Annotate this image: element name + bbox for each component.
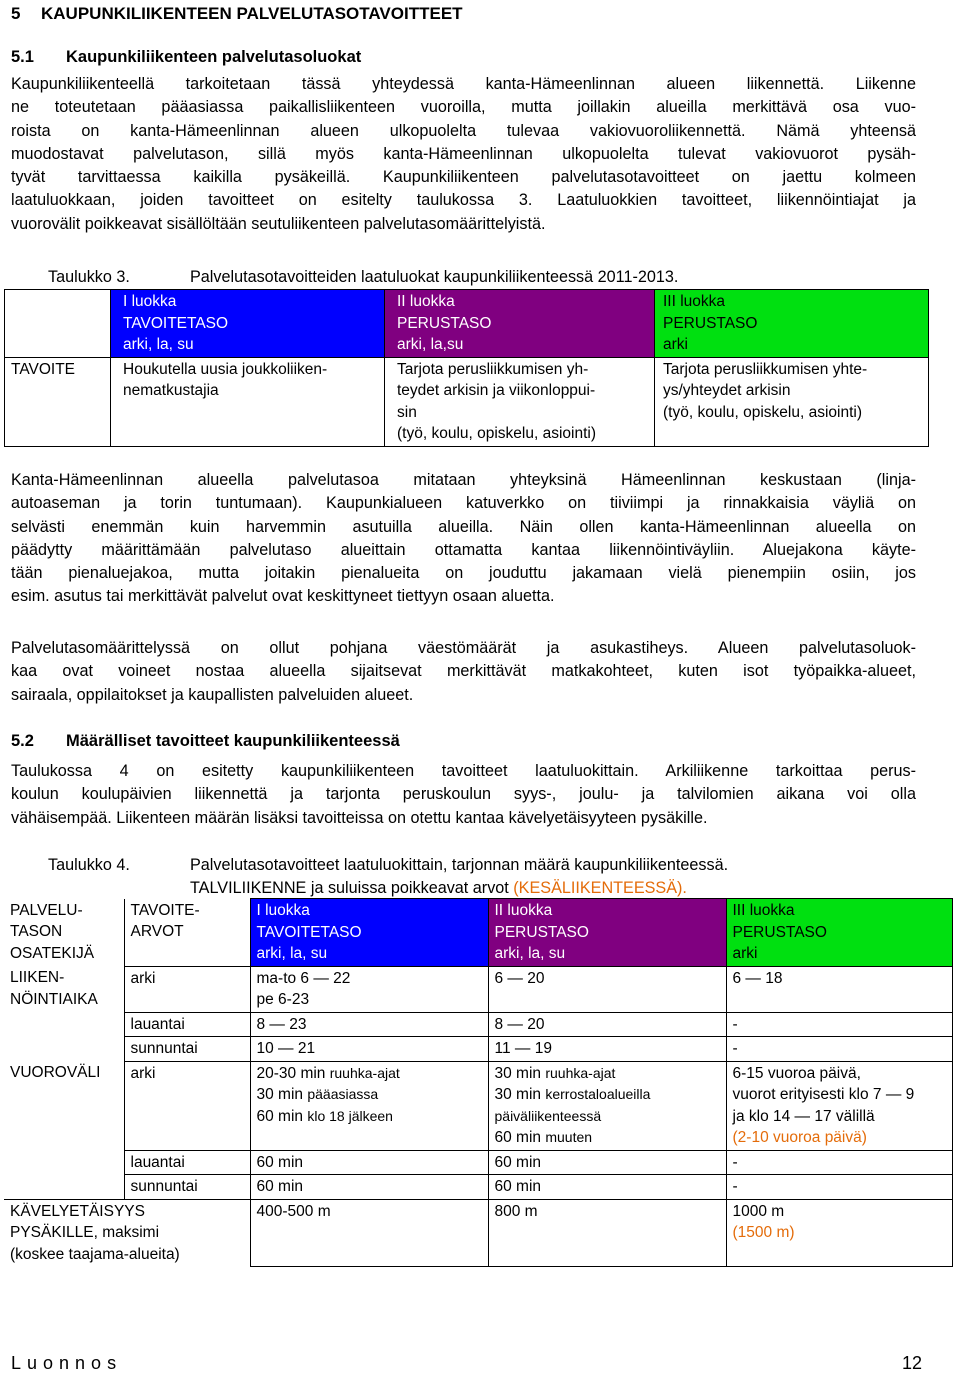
cell-line: Houkutella uusia joukkoliiken- xyxy=(123,360,328,378)
table-cell: - xyxy=(726,1037,952,1062)
caption-text: Palvelutasotavoitteet laatuluokittain, tarjonnan määrä kaupunkiliikenteessä. xyxy=(190,856,729,874)
cell-line: pe 6-23 xyxy=(256,991,310,1008)
text-line: kaa ovat voineet nostaa alueella sijaitsevat merkittävät matkakohteet, kuten isot työpaikka-alueet, xyxy=(11,662,916,681)
table-cell: 60 min xyxy=(250,1150,488,1175)
paragraph-2 xyxy=(11,469,916,609)
table-3 xyxy=(4,289,929,447)
day-label: lauantai xyxy=(124,1012,250,1037)
footer-draft-label: Luonnos xyxy=(11,1353,123,1373)
cell-line: II luokka xyxy=(397,293,455,310)
section-5-2-heading xyxy=(11,730,400,753)
day-label: arki xyxy=(124,1061,250,1150)
table-cell: 6 — 20 xyxy=(488,966,726,1012)
cell-line: ja klo 14 — 17 välillä xyxy=(732,1107,875,1125)
row-label: TAVOITE xyxy=(5,357,111,446)
cell-line: TAVOITE- xyxy=(130,901,200,919)
cell-line: LIIKEN- xyxy=(10,969,65,986)
table-row xyxy=(4,1199,952,1266)
cell-line: PALVELU- xyxy=(10,901,83,919)
cell-line: (työ, koulu, opiskelu, asiointi) xyxy=(663,403,863,421)
caption-text: Palvelutasotavoitteiden laatuluokat kaupunkiliikenteessä 2011-2013. xyxy=(190,268,679,286)
row-group-label: VUOROVÄLI xyxy=(10,1064,101,1081)
cell-line: nematkustajia xyxy=(123,382,219,399)
table-row xyxy=(5,357,929,446)
text-line: roista on kanta-Hämeenlinnan alueen ulkopuolelta tulevaa vakiovuoroliikennettä. Nämä yhteensä xyxy=(11,121,916,140)
day-label: sunnuntai xyxy=(124,1175,250,1200)
table-cell: 10 — 21 xyxy=(250,1037,488,1062)
text-line: päädytty määrittämään palvelutaso alueittain ottamatta kantaa liikennöintiväyliin. Aluejakona käyte- xyxy=(11,540,916,559)
cell-line: sin xyxy=(397,403,417,421)
class-1-header xyxy=(250,899,488,967)
cell-line: 1000 m xyxy=(732,1202,785,1220)
cell-note: päiväliikenteessä xyxy=(494,1107,602,1124)
row-group-label xyxy=(4,966,124,1061)
text-line: Taulukossa 4 on esitetty kaupunkiliikenteen tavoitteet laatuluokittain. Arkiliikenne tarkoittaa perus- xyxy=(11,762,916,780)
heading-text: KAUPUNKILIIKENTEEN PALVELUTASOTAVOITTEET xyxy=(41,4,463,23)
cell-value: 20-30 min xyxy=(256,1064,330,1082)
text-line: sairaala, oppilaitokset ja kaupallisten palveluiden alueet. xyxy=(11,685,414,704)
cell-line: Tarjota perusliikkumisen yhte- xyxy=(663,360,868,378)
table-cell: 8 — 23 xyxy=(250,1012,488,1037)
cell-line: arki, la, su xyxy=(123,336,194,353)
cell-note: klo 18 jälkeen xyxy=(307,1107,393,1124)
table-cell xyxy=(111,357,385,446)
table-row xyxy=(5,290,929,358)
cell-line: I luokka xyxy=(256,902,310,919)
cell-line: III luokka xyxy=(732,902,795,919)
cell-line: PERUSTASO xyxy=(663,314,758,332)
cell-note: ruuhka-ajat xyxy=(545,1064,616,1081)
paragraph-3 xyxy=(11,637,916,707)
table-cell-empty xyxy=(5,290,111,358)
table-cell xyxy=(655,357,929,446)
table-cell xyxy=(488,1061,726,1150)
day-label: sunnuntai xyxy=(124,1037,250,1062)
caption-label: Taulukko 3. xyxy=(48,268,130,286)
table-4-caption xyxy=(48,854,728,901)
text-line: Palvelutasomäärittelyssä on ollut pohjana väestömäärät ja asukastiheys. Alueen palvelutasoluok- xyxy=(11,639,916,657)
cell-line: PYSÄKILLE, maksimi xyxy=(10,1224,160,1241)
cell-line: ma-to 6 — 22 xyxy=(256,969,351,987)
text-line: Kanta-Hämeenlinnan alueella palvelutasoa mitataan yhteyksinä Hämeenlinnan keskustaan (linja- xyxy=(11,471,916,489)
section-title: Määrälliset tavoitteet kaupunkiliikenteessä xyxy=(66,732,400,750)
cell-note: ruuhka-ajat xyxy=(329,1064,400,1081)
table-cell xyxy=(726,1061,952,1150)
table-cell: 6 — 18 xyxy=(726,966,952,1012)
table-cell: 60 min xyxy=(488,1150,726,1175)
cell-line-summer: (1500 m) xyxy=(732,1224,795,1241)
class-2-header xyxy=(385,290,655,358)
header-label xyxy=(4,899,124,967)
table-row xyxy=(4,966,952,1012)
cell-line: arki, la,su xyxy=(397,336,464,353)
caption-label: Taulukko 4. xyxy=(48,856,130,874)
paragraph-4 xyxy=(11,760,916,830)
main-heading xyxy=(11,2,463,25)
table-cell: 11 — 19 xyxy=(488,1037,726,1062)
paragraph-1 xyxy=(11,73,916,236)
cell-line: PERUSTASO xyxy=(732,923,827,941)
cell-line: (työ, koulu, opiskelu, asiointi) xyxy=(397,425,597,442)
table-cell: 400-500 m xyxy=(250,1199,488,1266)
cell-line: PERUSTASO xyxy=(494,923,589,941)
table-cell: 8 — 20 xyxy=(488,1012,726,1037)
class-3-header xyxy=(655,290,929,358)
cell-value: 60 min xyxy=(494,1129,546,1146)
text-line: autoaseman ja torin tuntumaan). Kaupunkialueen katuverkko on tiiviimpi ja rinnakkaisia väyliä on xyxy=(11,494,916,513)
table-row xyxy=(4,1012,952,1037)
cell-line: KÄVELYETÄISYYS xyxy=(10,1202,145,1220)
cell-line: Tarjota perusliikkumisen yh- xyxy=(397,360,589,378)
class-3-header xyxy=(726,899,952,967)
cell-line: ARVOT xyxy=(130,923,184,940)
cell-line: I luokka xyxy=(123,293,177,310)
section-number: 5.2 xyxy=(11,732,34,750)
cell-note: pääasiassa xyxy=(307,1086,379,1102)
day-label: lauantai xyxy=(124,1150,250,1175)
text-line: tyvät tarvittaessa kaikilla pysäkeillä. Kaupunkiliikenteen palvelutasotavoitteet on jaettu kolmeen xyxy=(11,168,916,187)
table-row xyxy=(4,1061,952,1150)
cell-value: 60 min xyxy=(256,1107,308,1125)
table-3-caption xyxy=(48,266,678,289)
cell-line-summer: (2-10 vuoroa päivä) xyxy=(732,1129,867,1146)
table-cell: 800 m xyxy=(488,1199,726,1266)
class-1-header xyxy=(111,290,385,358)
page-number: 12 xyxy=(901,1353,922,1373)
cell-line: arki xyxy=(663,336,688,353)
text-line: vähäisempää. Liikenteen määrän lisäksi tavoitteissa on otettu kantaa kävelyetäisyyteen pysäkille. xyxy=(11,808,708,827)
cell-line: 6-15 vuoroa päivä, xyxy=(732,1064,861,1082)
table-cell: 60 min xyxy=(250,1175,488,1200)
cell-line: III luokka xyxy=(663,293,726,310)
text-line: Kaupunkiliikenteellä tarkoitetaan tässä yhteydessä kanta-Hämeenlinnan alueen liikennettä. Liikenne xyxy=(11,75,916,93)
table-cell: 60 min xyxy=(488,1175,726,1200)
text-line: tään pienaluejakoa, mutta joitakin pienalueita on jouduttu jakamaan vielä pienempiin osiin, jos xyxy=(11,564,916,583)
cell-line: arki xyxy=(732,945,758,962)
table-row xyxy=(4,1175,952,1200)
cell-note: muuten xyxy=(545,1129,593,1145)
table-cell: - xyxy=(726,1012,952,1037)
text-line: muodostavat palvelutason, sillä myös kanta-Hämeenlinnan ulkopuolelta tulevat vakiovuorot pysäh- xyxy=(11,144,916,163)
table-cell xyxy=(250,966,488,1012)
section-number: 5.1 xyxy=(11,48,34,66)
cell-value: 30 min xyxy=(494,1086,546,1103)
cell-line: TAVOITETASO xyxy=(256,923,362,941)
text-line: vuorovälit poikkeavat sisällöltään seutuliikenteen palvelutasomäärittelyistä. xyxy=(11,214,546,233)
table-row xyxy=(4,1150,952,1175)
cell-line: arki, la, su xyxy=(494,945,566,962)
text-line: esim. asutus tai merkittävät palvelut ovat keskittyneet tiettyyn osaan aluetta. xyxy=(11,587,555,606)
day-label: arki xyxy=(124,966,250,1012)
cell-value: 30 min xyxy=(494,1064,546,1082)
cell-line: PERUSTASO xyxy=(397,314,492,332)
caption-text: TALVILIIKENNE ja suluissa poikkeavat arvot xyxy=(190,879,514,898)
section-5-1-heading xyxy=(11,46,361,69)
table-row xyxy=(4,1037,952,1062)
cell-line: II luokka xyxy=(494,902,553,919)
cell-line: vuorot erityisesti klo 7 — 9 xyxy=(732,1086,915,1103)
table-cell: - xyxy=(726,1150,952,1175)
row-group-label xyxy=(4,1199,250,1266)
cell-line: NÖINTIAIKA xyxy=(10,990,98,1008)
cell-line: teydet arkisin ja viikonloppui- xyxy=(397,382,596,399)
table-cell: - xyxy=(726,1175,952,1200)
table-cell xyxy=(726,1199,952,1266)
cell-line: arki, la, su xyxy=(256,945,328,962)
heading-number: 5 xyxy=(11,4,21,23)
text-line: ne toteutetaan pääasiassa paikallisliikenteen vuoroilla, mutta joillakin alueilla merkittävä osa vuo- xyxy=(11,98,916,117)
caption-text-summer: (KESÄLIIKENTEESSÄ). xyxy=(513,879,687,898)
class-2-header xyxy=(488,899,726,967)
table-row xyxy=(4,899,952,967)
table-cell xyxy=(385,357,655,446)
table-4 xyxy=(4,898,953,1267)
cell-line: OSATEKIJÄ xyxy=(10,944,95,962)
cell-line: TASON xyxy=(10,923,63,940)
table-cell xyxy=(250,1061,488,1150)
text-line: laatuluokkaan, joiden tavoitteet on esitelty taulukossa 3. Laatuluokkien tavoitteet, liikennöintiajat ja xyxy=(11,191,916,210)
cell-line: ys/yhteydet arkisin xyxy=(663,382,791,399)
cell-note: kerrostaloalueilla xyxy=(545,1086,651,1102)
text-line: koulun koulupäivien liikennettä ja tarjonta peruskoulun syys-, joulu- ja talvilomien aikana voi olla xyxy=(11,785,916,804)
cell-line: TAVOITETASO xyxy=(123,314,229,332)
header-label xyxy=(124,899,250,967)
text-line: selvästi enemmän kuin harvemmin asutuilla alueilla. Näin ollen kanta-Hämeenlinnan alueella on xyxy=(11,517,916,536)
section-title: Kaupunkiliikenteen palvelutasoluokat xyxy=(66,48,362,66)
cell-value: 30 min xyxy=(256,1086,308,1103)
cell-line: (koskee taajama-alueita) xyxy=(10,1245,180,1263)
